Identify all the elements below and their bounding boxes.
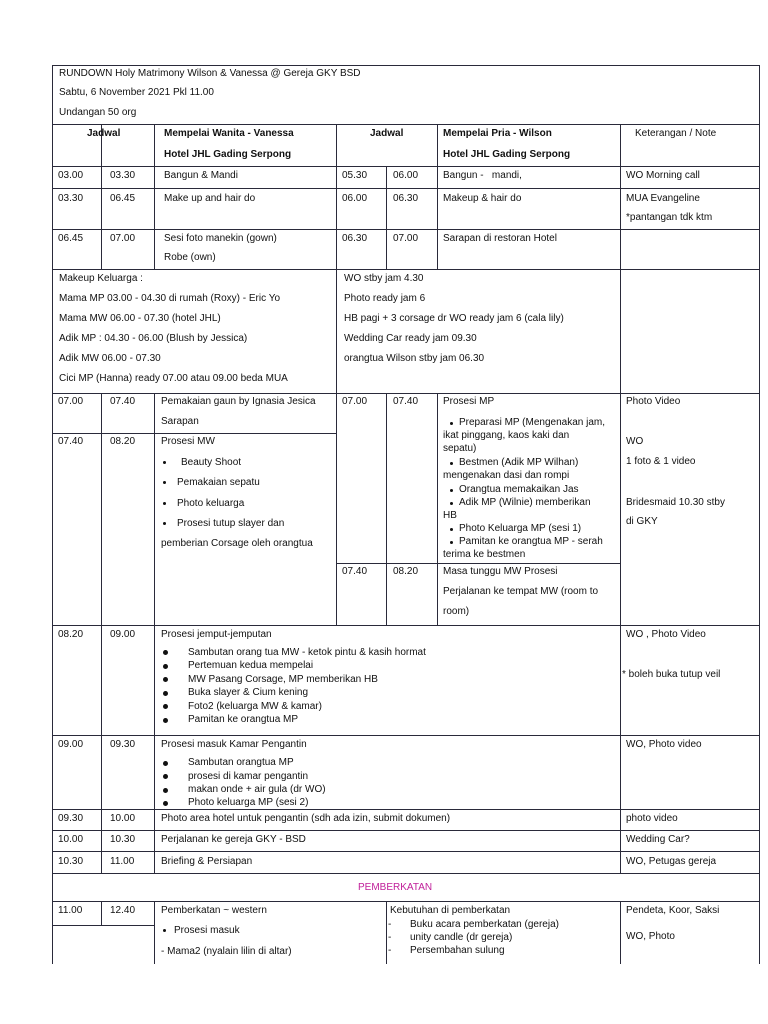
event-date: Sabtu, 6 November 2021 Pkl 11.00 [59,87,214,98]
bride-activity: Robe (own) [164,252,216,263]
groom-activity: Perjalanan ke tempat MW (room to [443,586,599,597]
bride-activity: Make up and hair do [164,193,256,204]
list-item: Orangtua memakaikan Jas [459,484,579,495]
list-item: HB pagi + 3 corsage dr WO ready jam 6 (cala lily) [344,313,564,324]
bullet-icon [163,522,166,525]
list-item: Adik MP (Wilnie) memberikan [459,497,591,508]
bullet-icon [163,718,168,723]
time-end: 06.45 [110,193,136,204]
list-item: Adik MW 06.00 - 07.30 [59,353,161,364]
note: photo video [626,813,678,824]
col-jadwal-right: Jadwal [370,128,404,139]
bullet-icon [163,761,168,766]
list-item: WO stby jam 4.30 [344,273,424,284]
col-groom-title: Mempelai Pria - Wilson [443,128,552,139]
bullet-icon [450,541,453,544]
list-item: Prosesi tutup slayer dan [177,518,285,529]
note: WO , Photo Video [626,629,706,640]
note: Bridesmaid 10.30 stby [626,497,725,508]
note: *pantangan tdk ktm [626,212,713,223]
list-item: Photo ready jam 6 [344,293,426,304]
activity: Briefing & Persiapan [161,856,253,867]
list-item: ikat pinggang, kaos kaki dan [443,430,570,441]
note: Photo Video [626,396,681,407]
bullet-icon [163,774,168,779]
bride-activity: Prosesi MW [161,436,215,447]
note: Wedding Car? [626,834,690,845]
bullet-icon [163,704,168,709]
bullet-icon [163,650,168,655]
bride-activity: Sesi foto manekin (gown) [164,233,277,244]
time-end: 10.00 [110,813,136,824]
list-item: Prosesi masuk [174,925,240,936]
note: 1 foto & 1 video [626,456,696,467]
time-end: 08.20 [110,436,136,447]
list-item: Photo keluarga [177,498,245,509]
bride-activity: Pemakaian gaun by Ignasia Jesica [161,396,316,407]
needs-title: Kebutuhan di pemberkatan [390,905,511,916]
list-item: Buku acara pemberkatan (gereja) [410,919,559,930]
list-item: Pamitan ke orangtua MP - serah [459,536,603,547]
bullet-icon [163,502,166,505]
note: WO [626,436,644,447]
bullet-icon [163,664,168,669]
list-item: terima ke bestmen [443,549,526,560]
list-item: Foto2 (keluarga MW & kamar) [188,701,322,712]
time-end: 06.00 [393,170,419,181]
bride-activity: Bangun & Mandi [164,170,238,181]
list-item: unity candle (dr gereja) [410,932,513,943]
activity: Perjalanan ke gereja GKY - BSD [161,834,306,845]
list-item: Photo keluarga MP (sesi 2) [188,797,309,808]
list-item: Sambutan orangtua MP [188,757,294,768]
bullet-icon [450,462,453,465]
bullet-icon [163,788,168,793]
list-item: pemberian Corsage oleh orangtua [161,538,313,549]
list-item: Mama MP 03.00 - 04.30 di rumah (Roxy) - Eric Yo [59,293,281,304]
time-end: 07.00 [393,233,419,244]
list-item: makan onde + air gula (dr WO) [188,784,326,795]
list-item: Pemakaian sepatu [177,477,260,488]
time-start: 09.30 [58,813,84,824]
list-item: sepatu) [443,443,477,454]
list-item: Wedding Car ready jam 09.30 [344,333,477,344]
note: Pendeta, Koor, Saksi [626,905,720,916]
time-start: 06.45 [58,233,84,244]
time-end: 12.40 [110,905,136,916]
dash-icon: - [388,919,392,930]
time-start: 07.40 [58,436,84,447]
groom-activity: Bangun - mandi, [443,170,522,181]
note: WO, Petugas gereja [626,856,717,867]
groom-activity: Makeup & hair do [443,193,522,204]
groom-activity: Masa tunggu MW Prosesi [443,566,558,577]
col-jadwal-left: Jadwal [87,128,121,139]
bullet-icon [450,422,453,425]
bullet-icon [163,677,168,682]
time-end: 07.00 [110,233,136,244]
section-heading: PEMBERKATAN [358,882,433,893]
bullet-icon [163,929,166,932]
list-item: Persembahan sulung [410,945,505,956]
time-start: 07.40 [342,566,368,577]
time-start: 07.00 [342,396,368,407]
list-item: Sambutan orang tua MW - ketok pintu & kasih hormat [188,647,426,658]
list-item: Makeup Keluarga : [59,273,143,284]
time-start: 06.00 [342,193,368,204]
list-item: HB [443,510,457,521]
list-item: Preparasi MP (Mengenakan jam, [459,417,605,428]
bullet-icon [163,691,168,696]
list-item: orangtua Wilson stby jam 06.30 [344,353,485,364]
note: WO, Photo [626,931,675,942]
list-item: Photo Keluarga MP (sesi 1) [459,523,582,534]
time-end: 03.30 [110,170,136,181]
time-end: 09.30 [110,739,136,750]
time-start: 07.00 [58,396,84,407]
groom-activity: room) [443,606,470,617]
time-start: 10.30 [58,856,84,867]
note: WO Morning call [626,170,700,181]
col-bride-location: Hotel JHL Gading Serpong [164,149,292,160]
guest-count: Undangan 50 org [59,107,137,118]
time-start: 10.00 [58,834,84,845]
list-item: - Mama2 (nyalain lilin di altar) [161,946,292,957]
list-item: Buka slayer & Cium kening [188,687,309,698]
groom-activity: Sarapan di restoran Hotel [443,233,557,244]
time-end: 11.00 [110,856,135,867]
list-item: prosesi di kamar pengantin [188,771,309,782]
list-item: Pertemuan kedua mempelai [188,660,314,671]
bullet-icon [163,801,168,806]
time-end: 06.30 [393,193,419,204]
note: * boleh buka tutup veil [622,669,721,680]
time-start: 03.30 [58,193,84,204]
list-item: Mama MW 06.00 - 07.30 (hotel JHL) [59,313,221,324]
list-item: Cici MP (Hanna) ready 07.00 atau 09.00 beda MUA [59,373,288,384]
dash-icon: - [388,945,392,956]
bullet-icon [163,461,166,464]
time-end: 07.40 [393,396,419,407]
list-item: Adik MP : 04.30 - 06.00 (Blush by Jessica) [59,333,248,344]
bride-activity: Sarapan [161,416,199,427]
col-note: Keterangan / Note [635,128,717,139]
time-start: 05.30 [342,170,368,181]
time-end: 09.00 [110,629,136,640]
activity: Photo area hotel untuk pengantin (sdh ada izin, submit dokumen) [161,813,451,824]
list-item: Pamitan ke orangtua MP [188,714,299,725]
time-end: 10.30 [110,834,136,845]
note: WO, Photo video [626,739,702,750]
time-end: 08.20 [393,566,419,577]
activity: Pemberkatan ~ western [161,905,267,916]
time-start: 08.20 [58,629,84,640]
time-start: 03.00 [58,170,84,181]
bullet-icon [450,502,453,505]
bullet-icon [163,481,166,484]
bullet-icon [450,528,453,531]
col-groom-location: Hotel JHL Gading Serpong [443,149,571,160]
time-start: 09.00 [58,739,84,750]
dash-icon: - [388,932,392,943]
note: MUA Evangeline [626,193,700,204]
list-item: Beauty Shoot [181,457,242,468]
list-item: MW Pasang Corsage, MP memberikan HB [188,674,378,685]
bullet-icon [450,489,453,492]
time-start: 06.30 [342,233,368,244]
list-item: mengenakan dasi dan rompi [443,470,570,481]
note: di GKY [626,516,658,527]
doc-title: RUNDOWN Holy Matrimony Wilson & Vanessa @ Gereja GKY BSD [59,68,361,79]
activity: Prosesi jemput-jemputan [161,629,272,640]
list-item: Bestmen (Adik MP Wilhan) [459,457,579,468]
time-end: 07.40 [110,396,136,407]
col-bride-title: Mempelai Wanita - Vanessa [164,128,294,139]
time-start: 11.00 [58,905,83,916]
groom-activity: Prosesi MP [443,396,495,407]
activity: Prosesi masuk Kamar Pengantin [161,739,307,750]
